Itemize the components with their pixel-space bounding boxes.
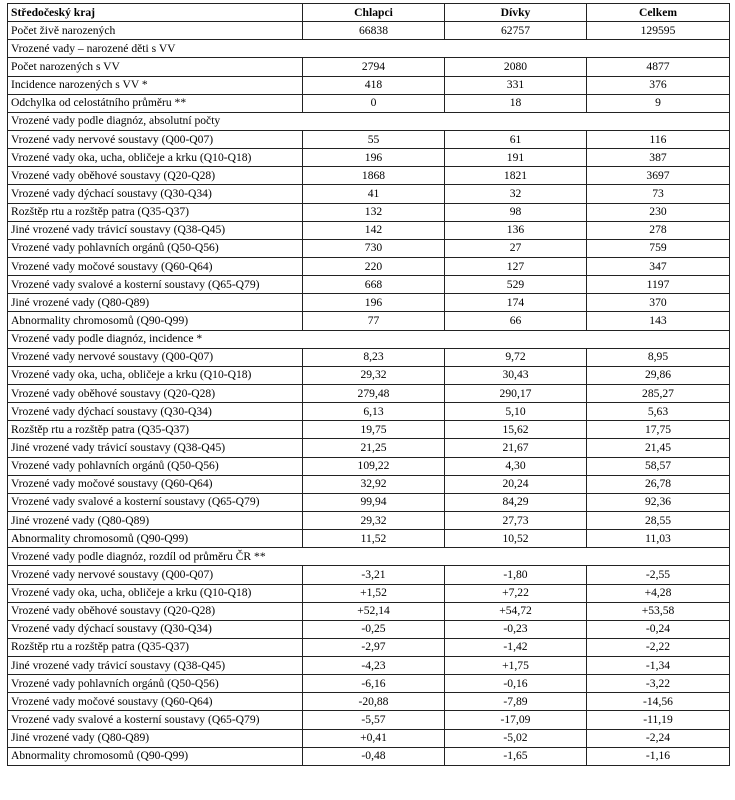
row-label: Rozštěp rtu a rozštěp patra (Q35-Q37) <box>8 638 303 656</box>
cell-total: 143 <box>587 312 730 330</box>
row-label: Vrozené vady svalové a kosterní soustavy (Q65-Q79) <box>8 493 303 511</box>
cell-boys: 0 <box>303 94 445 112</box>
row-label: Vrozené vady močové soustavy (Q60-Q64) <box>8 693 303 711</box>
cell-total: 376 <box>587 76 730 94</box>
cell-girls: 9,72 <box>445 348 587 366</box>
table-row <box>8 149 730 167</box>
cell-boys: 19,75 <box>303 421 445 439</box>
cell-girls: +1,75 <box>445 657 587 675</box>
cell-girls: 21,67 <box>445 439 587 457</box>
cell-boys: 29,32 <box>303 511 445 529</box>
cell-boys: +1,52 <box>303 584 445 602</box>
section-row <box>8 548 730 566</box>
cell-girls: 5,10 <box>445 403 587 421</box>
section-row <box>8 112 730 130</box>
row-label: Incidence narozených s VV * <box>8 76 303 94</box>
section-label: Vrozené vady podle diagnóz, incidence * <box>8 330 730 348</box>
cell-girls: 4,30 <box>445 457 587 475</box>
cell-boys: +0,41 <box>303 729 445 747</box>
cell-girls: 10,52 <box>445 530 587 548</box>
table-row <box>8 294 730 312</box>
header-col-total: Celkem <box>587 4 730 22</box>
table-row <box>8 312 730 330</box>
row-label: Vrozené vady oběhové soustavy (Q20-Q28) <box>8 384 303 402</box>
row-label: Vrozené vady nervové soustavy (Q00-Q07) <box>8 566 303 584</box>
table-row <box>8 747 730 765</box>
cell-girls: 32 <box>445 185 587 203</box>
cell-boys: +52,14 <box>303 602 445 620</box>
table-row <box>8 58 730 76</box>
cell-total: 29,86 <box>587 366 730 384</box>
cell-girls: -0,16 <box>445 675 587 693</box>
cell-boys: -2,97 <box>303 638 445 656</box>
cell-girls: -7,89 <box>445 693 587 711</box>
section-label: Vrozené vady podle diagnóz, absolutní počty <box>8 112 730 130</box>
row-label: Jiné vrozené vady (Q80-Q89) <box>8 729 303 747</box>
cell-total: 1197 <box>587 276 730 294</box>
cell-total: 11,03 <box>587 530 730 548</box>
cell-total: 387 <box>587 149 730 167</box>
table-row <box>8 475 730 493</box>
cell-girls: +7,22 <box>445 584 587 602</box>
cell-girls: 331 <box>445 76 587 94</box>
section-row <box>8 40 730 58</box>
cell-boys: -3,21 <box>303 566 445 584</box>
cell-total: 230 <box>587 203 730 221</box>
table-row <box>8 675 730 693</box>
cell-boys: 11,52 <box>303 530 445 548</box>
row-label: Vrozené vady svalové a kosterní soustavy (Q65-Q79) <box>8 711 303 729</box>
cell-girls: 174 <box>445 294 587 312</box>
cell-girls: 529 <box>445 276 587 294</box>
table-row <box>8 439 730 457</box>
cell-total: 9 <box>587 94 730 112</box>
cell-girls: 191 <box>445 149 587 167</box>
table-row <box>8 94 730 112</box>
cell-girls: 15,62 <box>445 421 587 439</box>
table-row <box>8 348 730 366</box>
table-row <box>8 566 730 584</box>
row-label: Rozštěp rtu a rozštěp patra (Q35-Q37) <box>8 421 303 439</box>
row-label: Vrozené vady oběhové soustavy (Q20-Q28) <box>8 167 303 185</box>
cell-boys: 55 <box>303 130 445 148</box>
table-row <box>8 257 730 275</box>
cell-total: -2,22 <box>587 638 730 656</box>
table-row <box>8 276 730 294</box>
row-label: Počet narozených s VV <box>8 58 303 76</box>
cell-boys: 6,13 <box>303 403 445 421</box>
table-row <box>8 403 730 421</box>
table-row <box>8 530 730 548</box>
cell-girls: -1,80 <box>445 566 587 584</box>
row-label: Abnormality chromosomů (Q90-Q99) <box>8 312 303 330</box>
cell-total: 58,57 <box>587 457 730 475</box>
cell-total: -1,16 <box>587 747 730 765</box>
table-row <box>8 130 730 148</box>
cell-boys: 279,48 <box>303 384 445 402</box>
cell-girls: 136 <box>445 221 587 239</box>
cell-girls: -5,02 <box>445 729 587 747</box>
cell-total: +4,28 <box>587 584 730 602</box>
cell-boys: 668 <box>303 276 445 294</box>
cell-total: 116 <box>587 130 730 148</box>
table-row <box>8 239 730 257</box>
table-row <box>8 657 730 675</box>
table-row <box>8 203 730 221</box>
cell-total: -11,19 <box>587 711 730 729</box>
table-row <box>8 76 730 94</box>
cell-boys: -4,23 <box>303 657 445 675</box>
table-row <box>8 511 730 529</box>
table-row <box>8 584 730 602</box>
cell-girls: 27,73 <box>445 511 587 529</box>
cell-boys: 142 <box>303 221 445 239</box>
cell-total: 370 <box>587 294 730 312</box>
cell-girls: 18 <box>445 94 587 112</box>
cell-girls: 84,29 <box>445 493 587 511</box>
row-label: Jiné vrozené vady trávicí soustavy (Q38-Q45) <box>8 439 303 457</box>
row-label: Vrozené vady dýchací soustavy (Q30-Q34) <box>8 620 303 638</box>
cell-total: 759 <box>587 239 730 257</box>
table-header-row <box>8 4 730 22</box>
table-row <box>8 366 730 384</box>
table-row <box>8 457 730 475</box>
cell-total: 26,78 <box>587 475 730 493</box>
row-label: Odchylka od celostátního průměru ** <box>8 94 303 112</box>
cell-total: 17,75 <box>587 421 730 439</box>
row-label: Vrozené vady nervové soustavy (Q00-Q07) <box>8 348 303 366</box>
row-label: Vrozené vady pohlavních orgánů (Q50-Q56) <box>8 457 303 475</box>
header-col-girls: Dívky <box>445 4 587 22</box>
cell-boys: 1868 <box>303 167 445 185</box>
cell-boys: -0,48 <box>303 747 445 765</box>
cell-boys: 21,25 <box>303 439 445 457</box>
cell-total: 5,63 <box>587 403 730 421</box>
table-row <box>8 620 730 638</box>
cell-girls: 27 <box>445 239 587 257</box>
cell-boys: 109,22 <box>303 457 445 475</box>
cell-boys: 196 <box>303 294 445 312</box>
row-label: Vrozené vady dýchací soustavy (Q30-Q34) <box>8 403 303 421</box>
cell-girls: 61 <box>445 130 587 148</box>
cell-total: -2,55 <box>587 566 730 584</box>
cell-girls: 20,24 <box>445 475 587 493</box>
cell-boys: 8,23 <box>303 348 445 366</box>
cell-girls: -0,23 <box>445 620 587 638</box>
cell-total: 8,95 <box>587 348 730 366</box>
table-row <box>8 602 730 620</box>
row-label: Vrozené vady oka, ucha, obličeje a krku (Q10-Q18) <box>8 149 303 167</box>
row-label: Vrozené vady oka, ucha, obličeje a krku (Q10-Q18) <box>8 366 303 384</box>
cell-total: 28,55 <box>587 511 730 529</box>
table-body <box>8 4 730 766</box>
cell-total: 278 <box>587 221 730 239</box>
row-label: Jiné vrozené vady trávicí soustavy (Q38-Q45) <box>8 657 303 675</box>
row-label: Jiné vrozené vady trávicí soustavy (Q38-Q45) <box>8 221 303 239</box>
row-label: Vrozené vady oka, ucha, obličeje a krku (Q10-Q18) <box>8 584 303 602</box>
row-label: Vrozené vady oběhové soustavy (Q20-Q28) <box>8 602 303 620</box>
table-row <box>8 22 730 40</box>
row-label: Vrozené vady svalové a kosterní soustavy (Q65-Q79) <box>8 276 303 294</box>
cell-total: 347 <box>587 257 730 275</box>
table-row <box>8 221 730 239</box>
table-row <box>8 693 730 711</box>
cell-boys: 418 <box>303 76 445 94</box>
table-row <box>8 167 730 185</box>
row-label: Abnormality chromosomů (Q90-Q99) <box>8 530 303 548</box>
table-row <box>8 711 730 729</box>
cell-total: -14,56 <box>587 693 730 711</box>
cell-boys: -20,88 <box>303 693 445 711</box>
cell-girls: 66 <box>445 312 587 330</box>
row-label: Jiné vrozené vady (Q80-Q89) <box>8 294 303 312</box>
section-row <box>8 330 730 348</box>
table-row <box>8 729 730 747</box>
row-label: Jiné vrozené vady (Q80-Q89) <box>8 511 303 529</box>
section-label: Vrozené vady – narozené děti s VV <box>8 40 730 58</box>
cell-girls: -17,09 <box>445 711 587 729</box>
row-label: Abnormality chromosomů (Q90-Q99) <box>8 747 303 765</box>
cell-boys: 32,92 <box>303 475 445 493</box>
cell-boys: -5,57 <box>303 711 445 729</box>
cell-boys: 132 <box>303 203 445 221</box>
table-row <box>8 421 730 439</box>
row-label: Počet živě narozených <box>8 22 303 40</box>
section-label: Vrozené vady podle diagnóz, rozdíl od průměru ČR ** <box>8 548 730 566</box>
table-row <box>8 493 730 511</box>
cell-boys: 66838 <box>303 22 445 40</box>
cell-boys: -6,16 <box>303 675 445 693</box>
cell-girls: 2080 <box>445 58 587 76</box>
cell-girls: -1,65 <box>445 747 587 765</box>
cell-total: 4877 <box>587 58 730 76</box>
cell-total: -0,24 <box>587 620 730 638</box>
cell-girls: 62757 <box>445 22 587 40</box>
cell-total: 3697 <box>587 167 730 185</box>
row-label: Vrozené vady močové soustavy (Q60-Q64) <box>8 257 303 275</box>
cell-boys: 41 <box>303 185 445 203</box>
cell-girls: 290,17 <box>445 384 587 402</box>
row-label: Vrozené vady nervové soustavy (Q00-Q07) <box>8 130 303 148</box>
cell-total: -3,22 <box>587 675 730 693</box>
cell-total: 285,27 <box>587 384 730 402</box>
cell-total: 21,45 <box>587 439 730 457</box>
cell-girls: 30,43 <box>445 366 587 384</box>
table-row <box>8 638 730 656</box>
table-row <box>8 384 730 402</box>
cell-boys: 2794 <box>303 58 445 76</box>
cell-girls: 1821 <box>445 167 587 185</box>
row-label: Vrozené vady dýchací soustavy (Q30-Q34) <box>8 185 303 203</box>
cell-girls: +54,72 <box>445 602 587 620</box>
row-label: Rozštěp rtu a rozštěp patra (Q35-Q37) <box>8 203 303 221</box>
table-row <box>8 185 730 203</box>
header-region: Středočeský kraj <box>8 4 303 22</box>
cell-boys: 77 <box>303 312 445 330</box>
cell-girls: 98 <box>445 203 587 221</box>
cell-boys: 29,32 <box>303 366 445 384</box>
cell-boys: 730 <box>303 239 445 257</box>
cell-total: -2,24 <box>587 729 730 747</box>
row-label: Vrozené vady pohlavních orgánů (Q50-Q56) <box>8 239 303 257</box>
cell-total: 73 <box>587 185 730 203</box>
cell-boys: 196 <box>303 149 445 167</box>
cell-total: +53,58 <box>587 602 730 620</box>
cell-boys: -0,25 <box>303 620 445 638</box>
row-label: Vrozené vady močové soustavy (Q60-Q64) <box>8 475 303 493</box>
cell-total: 129595 <box>587 22 730 40</box>
row-label: Vrozené vady pohlavních orgánů (Q50-Q56) <box>8 675 303 693</box>
cell-girls: -1,42 <box>445 638 587 656</box>
header-col-boys: Chlapci <box>303 4 445 22</box>
cell-total: 92,36 <box>587 493 730 511</box>
cell-boys: 99,94 <box>303 493 445 511</box>
cell-total: -1,34 <box>587 657 730 675</box>
statistics-table <box>7 3 730 766</box>
cell-boys: 220 <box>303 257 445 275</box>
cell-girls: 127 <box>445 257 587 275</box>
